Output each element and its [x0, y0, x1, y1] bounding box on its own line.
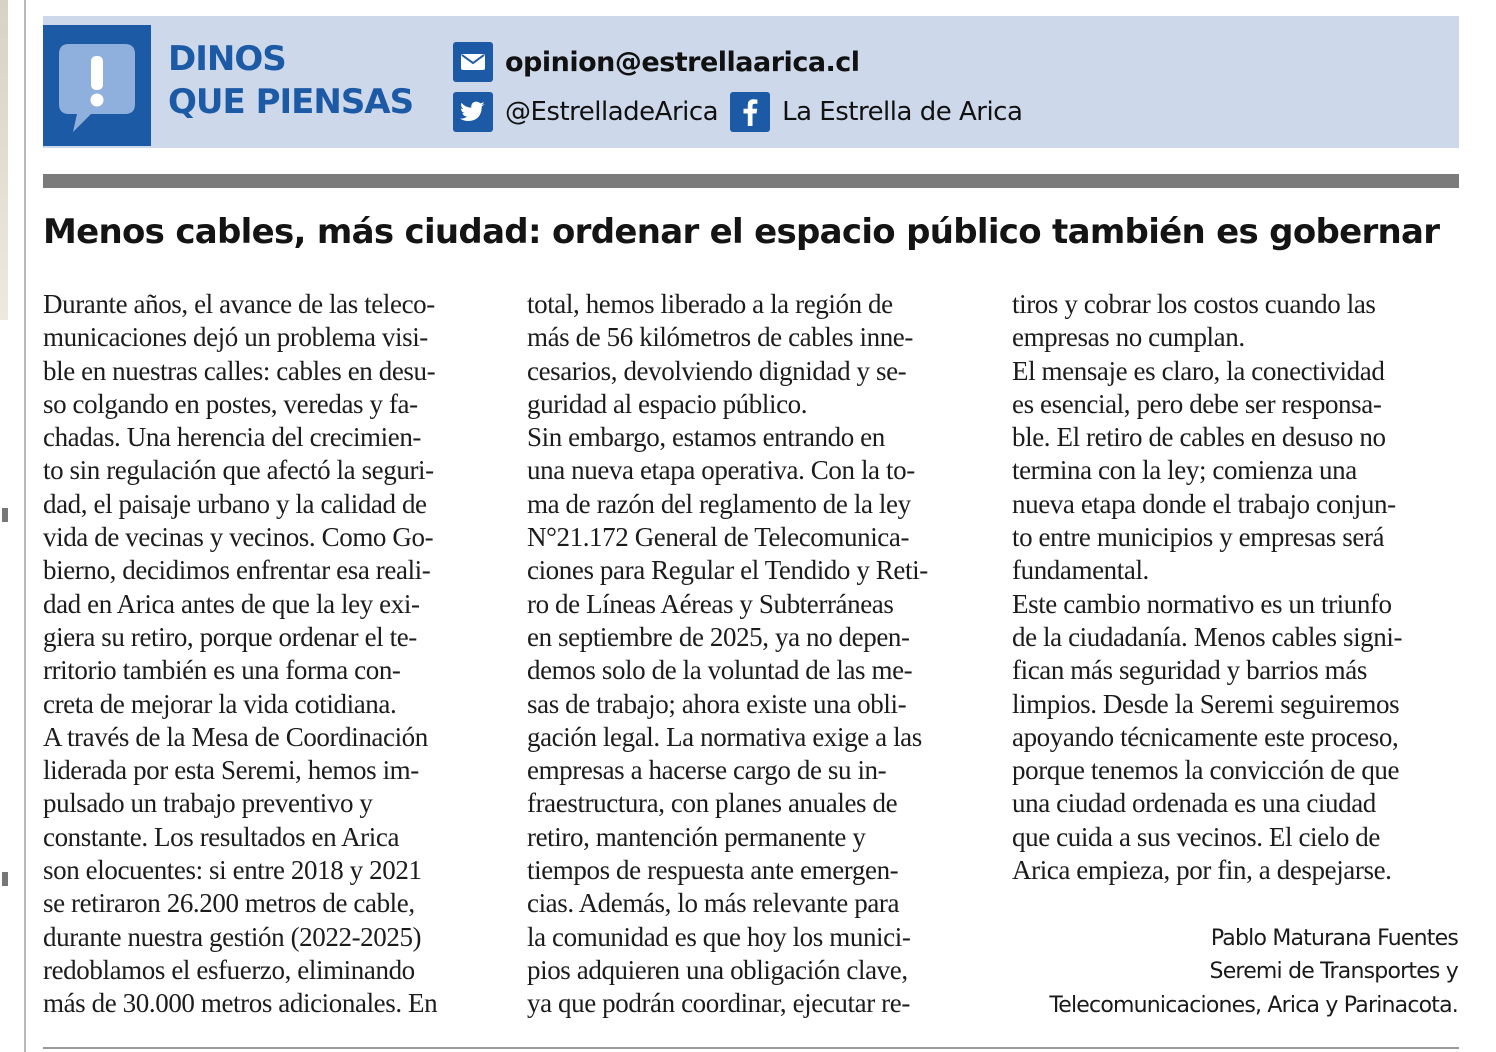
speech-bubble-exclamation-icon [55, 40, 139, 136]
twitter-handle[interactable]: @EstrelladeArica [505, 97, 719, 127]
author-signature [1049, 922, 1458, 1022]
article-text-line: fraestructura, con planes anuales de [527, 788, 898, 819]
article-text-line: giera su retiro, porque ordenar el te- [43, 621, 417, 652]
article-text-line: apoyando técnicamente este proceso, [1012, 721, 1399, 752]
article-text-line: cesarios, devolviendo dignidad y se- [527, 355, 907, 386]
article-text-line: que cuida a sus vecinos. El cielo de [1012, 821, 1380, 852]
bottom-divider [43, 1047, 1459, 1049]
article-text-line: pios adquieren una obligación clave, [527, 954, 908, 985]
article-headline: Menos cables, más ciudad: ordenar el espacio público también es gobernar [43, 212, 1440, 252]
twitter-bird-icon [453, 92, 493, 132]
article-column-1 [43, 288, 503, 1021]
email-address[interactable]: opinion@estrellaarica.cl [505, 46, 860, 78]
article-text-line: ya que podrán coordinar, ejecutar re- [527, 988, 910, 1019]
article-text-line: empresas no cumplan. [1012, 322, 1245, 353]
section-divider [43, 174, 1459, 188]
article-text-line: son elocuentes: si entre 2018 y 2021 [43, 855, 422, 886]
section-title-line1: DINOS [168, 39, 286, 79]
author-role-line1: Seremi de Transportes y [1209, 959, 1458, 985]
article-text-line: municaciones dejó un problema visi- [43, 322, 428, 353]
adjacent-page-mark [2, 508, 8, 522]
article-text-line: N°21.172 General de Telecomunica- [527, 522, 910, 553]
article-text-line: ciones para Regular el Tendido y Reti- [527, 555, 928, 586]
article-text-line: una nueva etapa operativa. Con la to- [527, 455, 915, 486]
article-text-line: más de 30.000 metros adicionales. En [43, 988, 438, 1019]
article-text-line: es esencial, pero debe ser responsa- [1012, 388, 1382, 419]
article-text-line: ma de razón del reglamento de la ley [527, 488, 911, 519]
author-role-line2: Telecomunicaciones, Arica y Parinacota. [1049, 992, 1458, 1018]
adjacent-page-mark [2, 872, 8, 886]
article-text-line: se retiraron 26.200 metros de cable, [43, 888, 415, 919]
author-name: Pablo Maturana Fuentes [1210, 926, 1458, 951]
article-text-line: A través de la Mesa de Coordinación [43, 721, 428, 752]
article-text-line: en septiembre de 2025, ya no depen- [527, 621, 910, 652]
article-text-line: pulsado un trabajo preventivo y [43, 788, 373, 819]
article-text-line: Durante años, el avance de las teleco- [43, 289, 435, 319]
facebook-icon [730, 92, 770, 132]
article-text-line: demos solo de la voluntad de las me- [527, 655, 913, 686]
mail-icon [453, 42, 493, 82]
article-text-line: to sin regulación que afectó la seguri- [43, 455, 434, 486]
article-text-line: ble en nuestras calles: cables en desu- [43, 355, 436, 386]
adjacent-page-strip [0, 0, 8, 320]
article-text-line: creta de mejorar la vida cotidiana. [43, 688, 397, 719]
article-text-line: empresas a hacerse cargo de su in- [527, 755, 887, 786]
article-text-line: bierno, decidimos enfrentar esa reali- [43, 555, 431, 586]
article-text-line: rritorio también es una forma con- [43, 655, 401, 686]
section-title [168, 38, 413, 124]
article-text-line: fican más seguridad y barrios más [1012, 655, 1367, 686]
article-text-line: constante. Los resultados en Arica [43, 821, 400, 852]
article-text-line: liderada por esta Seremi, hemos im- [43, 755, 419, 786]
article-text-line: limpios. Desde la Seremi seguiremos [1012, 688, 1400, 719]
article-text-line: ro de Líneas Aéreas y Subterráneas [527, 588, 894, 619]
opinion-header-band [43, 16, 1459, 148]
article-text-line: total, hemos liberado a la región de [527, 289, 893, 319]
article-text-line: porque tenemos la convicción de que [1012, 755, 1400, 786]
article-text-line: chadas. Una herencia del crecimien- [43, 422, 422, 453]
article-text-line: El mensaje es claro, la conectividad [1012, 355, 1385, 386]
article-text-line: to entre municipios y empresas será [1012, 522, 1385, 553]
social-contacts [453, 92, 1022, 132]
article-text-line: Este cambio normativo es un triunfo [1012, 588, 1392, 619]
article-text-line: Sin embargo, estamos entrando en [527, 422, 885, 453]
article-text-line: so colgando en postes, veredas y fa- [43, 388, 418, 419]
adjacent-page-edge [0, 0, 26, 1052]
article-text-line: tiros y cobrar los costos cuando las [1012, 289, 1376, 319]
article-text-line: tiempos de respuesta ante emergen- [527, 855, 899, 886]
article-text-line: sas de trabajo; ahora existe una obli- [527, 688, 907, 719]
article-text-line: termina con la ley; comienza una [1012, 455, 1357, 486]
facebook-page[interactable]: La Estrella de Arica [782, 97, 1023, 127]
article-text-line: dad en Arica antes de que la ley exi- [43, 588, 420, 619]
article-text-line: fundamental. [1012, 555, 1149, 586]
article-text-line: Arica empieza, por fin, a despejarse. [1012, 855, 1392, 886]
article-text-line: más de 56 kilómetros de cables inne- [527, 322, 913, 353]
article-text-line: redoblamos el esfuerzo, eliminando [43, 954, 415, 985]
article-text-line: dad, el paisaje urbano y la calidad de [43, 488, 427, 519]
article-text-line: ble. El retiro de cables en desuso no [1012, 422, 1386, 453]
opinion-badge [43, 25, 151, 146]
article-text-line: vida de vecinas y vecinos. Como Go- [43, 522, 434, 553]
article-text-line: durante nuestra gestión (2022-2025) [43, 921, 422, 952]
article-text-line: cias. Además, lo más relevante para [527, 888, 900, 919]
article-text-line: una ciudad ordenada es una ciudad [1012, 788, 1376, 819]
article-text-line: retiro, mantención permanente y [527, 821, 866, 852]
article-column-2 [527, 288, 987, 1021]
article-text-line: gación legal. La normativa exige a las [527, 721, 922, 752]
email-contact[interactable] [453, 42, 860, 82]
section-title-line2: QUE PIENSAS [168, 82, 414, 122]
article-text-line: nueva etapa donde el trabajo conjun- [1012, 488, 1396, 519]
article-text-line: la comunidad es que hoy los munici- [527, 921, 911, 952]
article-column-3 [1012, 288, 1462, 887]
article-text-line: de la ciudadanía. Menos cables signi- [1012, 621, 1403, 652]
article-text-line: guridad al espacio público. [527, 388, 808, 419]
